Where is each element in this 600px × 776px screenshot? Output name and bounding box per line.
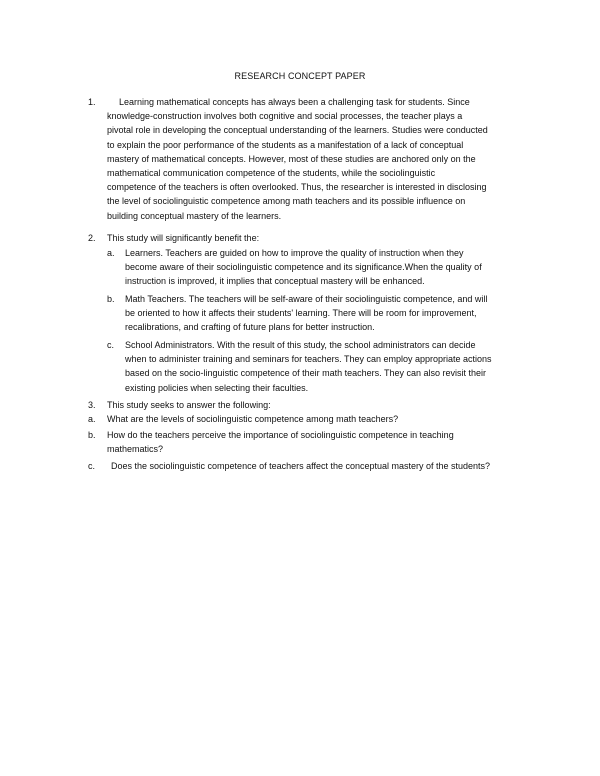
item-2-number: 2. (88, 233, 96, 243)
item-2a-letter: a. (107, 248, 115, 258)
item-2a-line: Learners. Teachers are guided on how to improve the quality of instruction when they (125, 248, 464, 258)
item-1-line: building conceptual mastery of the learners. (107, 210, 282, 221)
item-1-line: pivotal role in developing the conceptual understanding of the learners. Studies were conducted (107, 125, 488, 136)
item-2b-letter: b. (107, 294, 115, 304)
question-a-letter: a. (88, 414, 96, 424)
question-c-line: Does the sociolinguistic competence of teachers affect the conceptual mastery of the students? (111, 461, 491, 471)
item-2a-line: become aware of their sociolinguistic competence and its significance.When the quality of (125, 262, 482, 273)
item-2b-paragraph (125, 292, 487, 335)
item-3-number: 3. (88, 400, 96, 410)
item-1-line: knowledge-construction involves both cognitive and social processes, the teacher plays a (107, 111, 463, 122)
question-b-line: How do the teachers perceive the importance of sociolinguistic competence in teaching (107, 430, 454, 440)
item-1-line: competence of the teachers is often overlooked. Thus, the researcher is interested in disclosing (107, 182, 487, 193)
item-2c-line: School Administrators. With the result of this study, the school administrators can decide (125, 340, 476, 350)
question-b-text (107, 428, 454, 456)
item-2a-paragraph (125, 246, 482, 289)
item-2c-paragraph (125, 338, 492, 395)
item-2-intro: This study will significantly benefit the: (107, 233, 260, 243)
item-2b-line: be oriented to how it affects their students' learning. There will be room for improvement, (125, 308, 477, 319)
item-1-line: the level of sociolinguistic competence among math teachers and its possible influence on (107, 196, 466, 207)
question-a-line: What are the levels of sociolinguistic competence among math teachers? (107, 414, 399, 424)
item-2c-letter: c. (107, 340, 115, 350)
question-c-letter: c. (88, 461, 96, 471)
question-b-line: mathematics? (107, 444, 164, 455)
item-1-paragraph (107, 95, 488, 223)
item-1-line: mathematical communication competence of the students, while the sociolinguistic (107, 168, 436, 179)
page-title: RESEARCH CONCEPT PAPER (234, 71, 366, 81)
question-b-letter: b. (88, 430, 96, 440)
item-2a-line: instruction is improved, it implies that conceptual mastery will be enhanced. (125, 276, 425, 287)
item-2c-line: existing policies when selecting their faculties. (125, 382, 309, 393)
item-2b-line: Math Teachers. The teachers will be self-aware of their sociolinguistic competence, and will (125, 294, 488, 304)
item-1-line: to explain the poor performance of the students as a manifestation of a lack of conceptual (107, 139, 464, 150)
item-1-line: Learning mathematical concepts has always been a challenging task for students. Since (119, 97, 470, 107)
item-2c-line: when to administer training and seminars for teachers. They can employ appropriate actions (125, 354, 492, 365)
question-c-text (111, 459, 490, 473)
item-2b-line: recalibrations, and crafting of future plans for better instruction. (125, 322, 375, 333)
item-1-number: 1. (88, 97, 96, 107)
item-1-line: mastery of mathematical concepts. However, most of these studies are anchored only on the (107, 153, 476, 164)
item-2c-line: based on the socio-linguistic competence of their math teachers. They can also revisit their (125, 368, 487, 379)
question-a-text (107, 412, 398, 426)
item-3-intro: This study seeks to answer the following: (107, 400, 271, 410)
